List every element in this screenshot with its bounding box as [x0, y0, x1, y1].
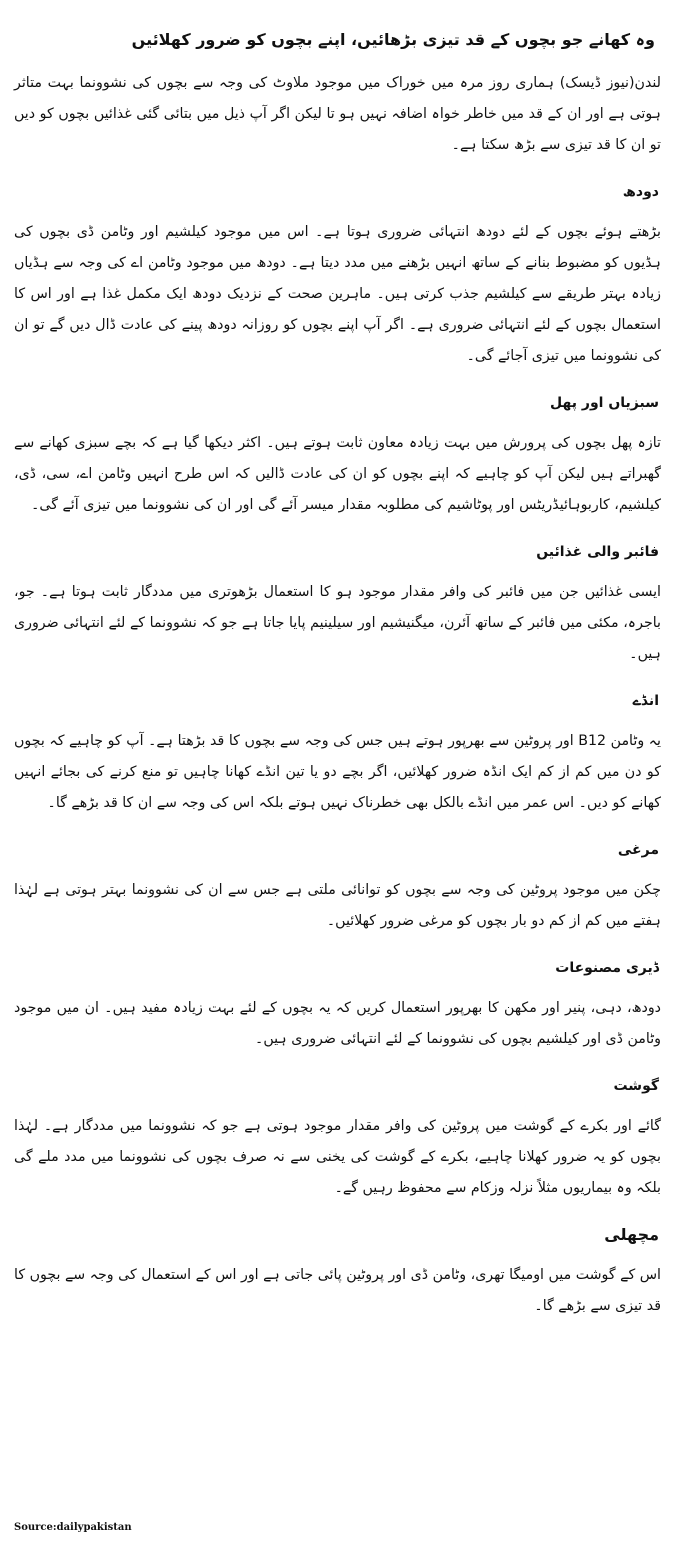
section-text-vegetables-fruits: تازہ پھل بچوں کی پرورش میں بہت زیادہ معاون ثابت ہوتے ہیں۔ اکثر دیکھا گیا ہے کہ بچے سبزی کھانے سے گھبراتے ہیں لیکن آپ کو چاہیے کہ اپنے بچوں کو ان کی عادت ڈالیں کہ اس طرح انہیں وٹامن اے، سی، ڈی، کیلشیم، کاربوہائیڈریٹس اور پوٹاشیم کی مطلوبہ مقدار میسر آئے گی اور ان کی نشوونما میں تیزی آئے گی۔	[14, 435, 661, 513]
section-heading-vegetables-fruits: سبزیاں اور پھل	[550, 395, 659, 411]
section-text-fiber-foods: ایسی غذائیں جن میں فائبر کی وافر مقدار موجود ہو کا استعمال بڑھوتری میں مددگار ثابت ہوتا ہے۔ جو، باجرہ، مکئی میں فائبر کے ساتھ آئرن، میگنیشیم اور سیلینیم پایا جاتا ہے جو کہ نشوونما کے لئے انتہائی ضروری ہیں۔	[14, 584, 661, 662]
intro-paragraph: لندن(نیوز ڈیسک) ہماری روز مرہ میں خوراک میں موجود ملاوٹ کی وجہ سے بچوں کی نشوونما بہت متاثر ہوتی ہے اور ان کے قد میں خاطر خواہ اضافہ نہیں ہو تا لیکن اگر آپ ذیل میں بتائی گئی غذائیں بچوں کو دیں تو ان کا قد تیزی سے بڑھ سکتا ہے۔	[14, 75, 661, 153]
source-credit: Source:dailypakistan	[14, 1522, 132, 1533]
section-heading-fish: مچھلی	[604, 1225, 659, 1244]
section-heading-milk: دودھ	[622, 184, 659, 200]
section-text-chicken: چکن میں موجود پروٹین کی وجہ سے بچوں کو توانائی ملتی ہے جس سے ان کی نشوونما بہتر ہوتی ہے لہٰذا ہفتے میں کم از کم دو بار بچوں کو مرغی ضرور کھلائیں۔	[14, 882, 661, 929]
section-heading-meat: گوشت	[613, 1078, 659, 1094]
section-text-dairy: دودھ، دہی، پنیر اور مکھن کا بھرپور استعمال کریں کہ یہ بچوں کے لئے بہت زیادہ مفید ہیں۔ ان میں موجود وٹامن ڈی اور کیلشیم بچوں کی نشوونما کے لئے انتہائی ضروری ہیں۔	[14, 1000, 661, 1047]
section-heading-dairy: ڈیری مصنوعات	[555, 960, 659, 976]
section-text-milk: بڑھتے ہوئے بچوں کے لئے دودھ انتہائی ضروری ہوتا ہے۔ اس میں موجود کیلشیم اور وٹامن ڈی بچوں کی ہڈیوں کو مضبوط بنانے کے ساتھ انہیں بڑھنے میں مدد دیتا ہے۔ دودھ میں موجود وٹامن اے کی وجہ سے ہڈیاں زیادہ بہتر طریقے سے کیلشیم جذب کرتی ہیں۔ ماہرین صحت کے نزدیک دودھ ایک مکمل غذا ہے اور اس کا استعمال بچوں کے لئے انتہائی ضروری ہے۔ اگر آپ اپنے بچوں کو روزانہ دودھ پینے کی عادت ڈال دیں گے تو ان کی نشوونما میں تیزی آجائے گی۔	[14, 224, 661, 364]
section-heading-fiber-foods: فائبر والی غذائیں	[536, 544, 659, 560]
section-heading-eggs: انڈے	[632, 693, 659, 709]
section-text-meat: گائے اور بکرے کے گوشت میں پروٹین کی وافر مقدار موجود ہوتی ہے جو کہ نشوونما میں مددگار ہے۔ لہٰذا بچوں کو یہ ضرور کھلانا چاہیے، بکرے کے گوشت کی یخنی سے نہ صرف بچوں کی نشوونما میں مدد ملے گی بلکہ وہ بیماریوں مثلاً نزلہ وزکام سے محفوظ رہیں گے۔	[14, 1118, 661, 1196]
article-title: وہ کھانے جو بچوں کے قد تیزی بڑھائیں، اپنے بچوں کو ضرور کھلائیں	[131, 30, 655, 49]
section-text-fish: اس کے گوشت میں اومیگا تھری، وٹامن ڈی اور پروٹین پائی جاتی ہے اور اس کے استعمال کی وجہ سے بچوں کا قد تیزی سے بڑھے گا۔	[14, 1267, 661, 1314]
section-heading-chicken: مرغی	[617, 842, 659, 858]
section-text-eggs: یہ وٹامن B12 اور پروٹین سے بھرپور ہوتے ہیں جس کی وجہ سے بچوں کا قد بڑھتا ہے۔ آپ کو چاہیے کہ بچوں کو دن میں کم از کم ایک انڈہ ضرور کھلائیں، اگر بچے دو یا تین انڈے کھانا چاہیں تو منع کرنے کی بجائے انہیں کھانے کو دیں۔ اس عمر میں انڈے بالکل بھی خطرناک نہیں ہوتے بلکہ اس کی وجہ سے ان کا قد بڑھے گا۔	[14, 733, 661, 811]
